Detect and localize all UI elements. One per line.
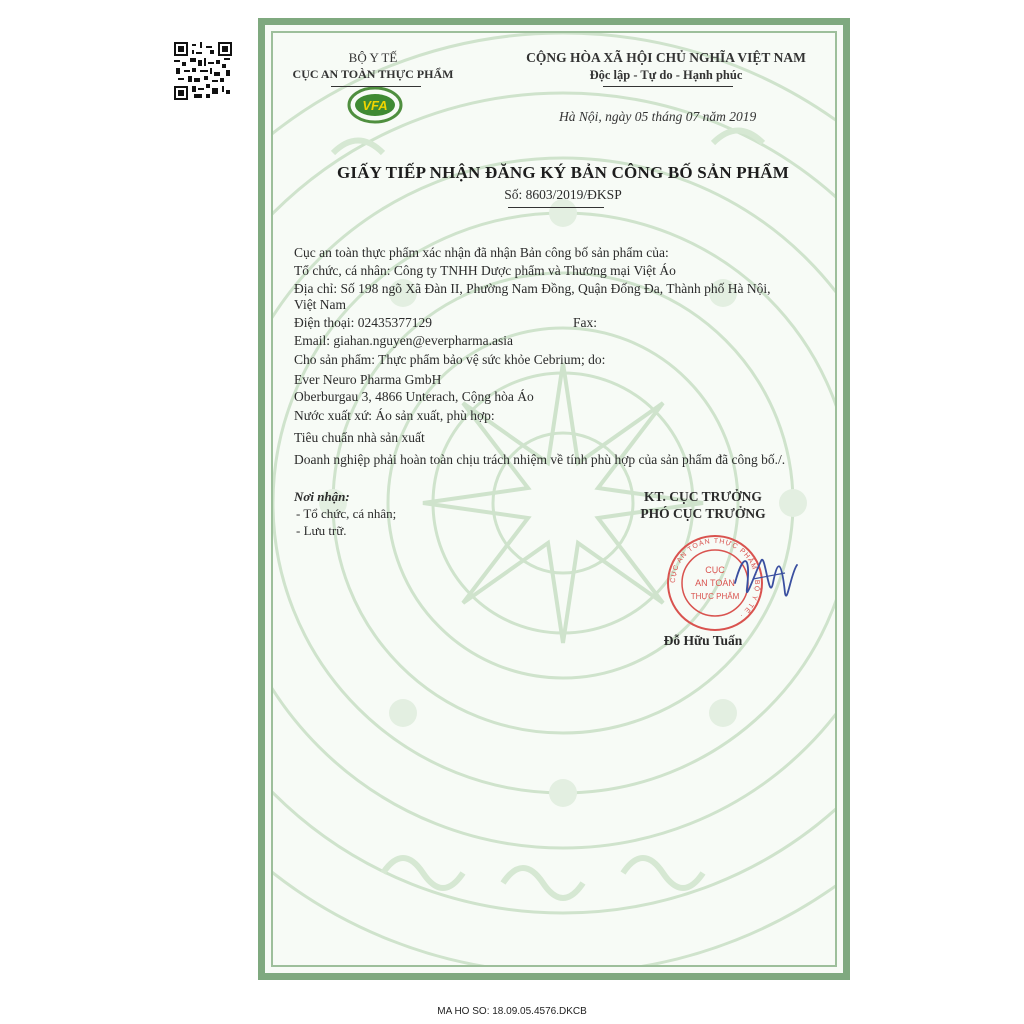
- recipient-item: - Lưu trữ.: [296, 523, 347, 538]
- qr-code: [174, 42, 232, 100]
- stamp-text-top: CỤC: [705, 565, 725, 575]
- handwritten-signature: [725, 543, 815, 613]
- vfa-logo-text: VFA: [362, 98, 388, 113]
- recipients-heading: Nơi nhận:: [294, 489, 350, 504]
- motto-underline: [603, 86, 733, 87]
- number-underline: [508, 207, 604, 208]
- agency-underline: [331, 86, 421, 87]
- ministry-name: BỘ Y TẾ: [348, 50, 398, 65]
- signer-name: Đỗ Hữu Tuấn: [663, 633, 743, 648]
- nation-motto: Độc lập - Tự do - Hạnh phúc: [589, 68, 743, 82]
- body-standard: Tiêu chuẩn nhà sản xuất: [294, 430, 425, 445]
- body-origin: Nước xuất xứ: Áo sản xuất, phù hợp:: [294, 408, 495, 423]
- body-product: Cho sản phẩm: Thực phẩm bảo vệ sức khỏe Cebrium; do:: [294, 352, 606, 367]
- body-address-cont: Việt Nam: [294, 297, 347, 312]
- stamp-ring-text: CỤC AN TOÀN THỰC PHẨM · BỘ Y TẾ ·: [669, 537, 761, 620]
- page-title: GIẤY TIẾP NHẬN ĐĂNG KÝ BẢN CÔNG BỐ SẢN PHẨM: [336, 163, 790, 182]
- body-email: Email: giahan.nguyen@everpharma.asia: [294, 333, 513, 348]
- stamp-text-mid: AN TOÀN: [695, 578, 735, 588]
- body-fax: Fax:: [573, 315, 598, 330]
- certificate-frame: [258, 18, 850, 980]
- stamp-text-bot: THỰC PHẨM: [690, 592, 740, 601]
- registration-number: Số: 8603/2019/ĐKSP: [504, 187, 622, 202]
- body-intro: Cục an toàn thực phẩm xác nhận đã nhận Bản công bố sản phẩm của:: [294, 245, 669, 260]
- body-manufacturer: Ever Neuro Pharma GmbH: [294, 372, 442, 387]
- body-responsibility: Doanh nghiệp phải hoàn toàn chịu trách nhiệm về tính phù hợp của sản phẩm đã công bố./.: [294, 452, 786, 467]
- place-date: Hà Nội, ngày 05 tháng 07 năm 2019: [559, 109, 757, 124]
- file-code-footer: MA HO SO: 18.09.05.4576.DKCB: [437, 1006, 587, 1017]
- agency-name: CỤC AN TOÀN THỰC PHẨM: [292, 67, 454, 81]
- body-address: Địa chỉ: Số 198 ngõ Xã Đàn II, Phường Nam Đồng, Quận Đống Đa, Thành phố Hà Nội,: [294, 281, 771, 296]
- signer-title-1: KT. CỤC TRƯỞNG: [644, 489, 762, 504]
- body-organization: Tổ chức, cá nhân: Công ty TNHH Dược phẩm và Thương mại Việt Áo: [294, 263, 676, 278]
- nation-title: CỘNG HÒA XÃ HỘI CHỦ NGHĨA VIỆT NAM: [526, 50, 806, 65]
- vfa-logo: [347, 85, 403, 125]
- recipient-item: - Tổ chức, cá nhân;: [296, 506, 397, 521]
- signer-title-2: PHÓ CỤC TRƯỞNG: [640, 506, 766, 521]
- body-phone: Điện thoại: 02435377129: [294, 315, 432, 330]
- body-manufacturer-address: Oberburgau 3, 4866 Unterach, Cộng hòa Áo: [294, 389, 534, 404]
